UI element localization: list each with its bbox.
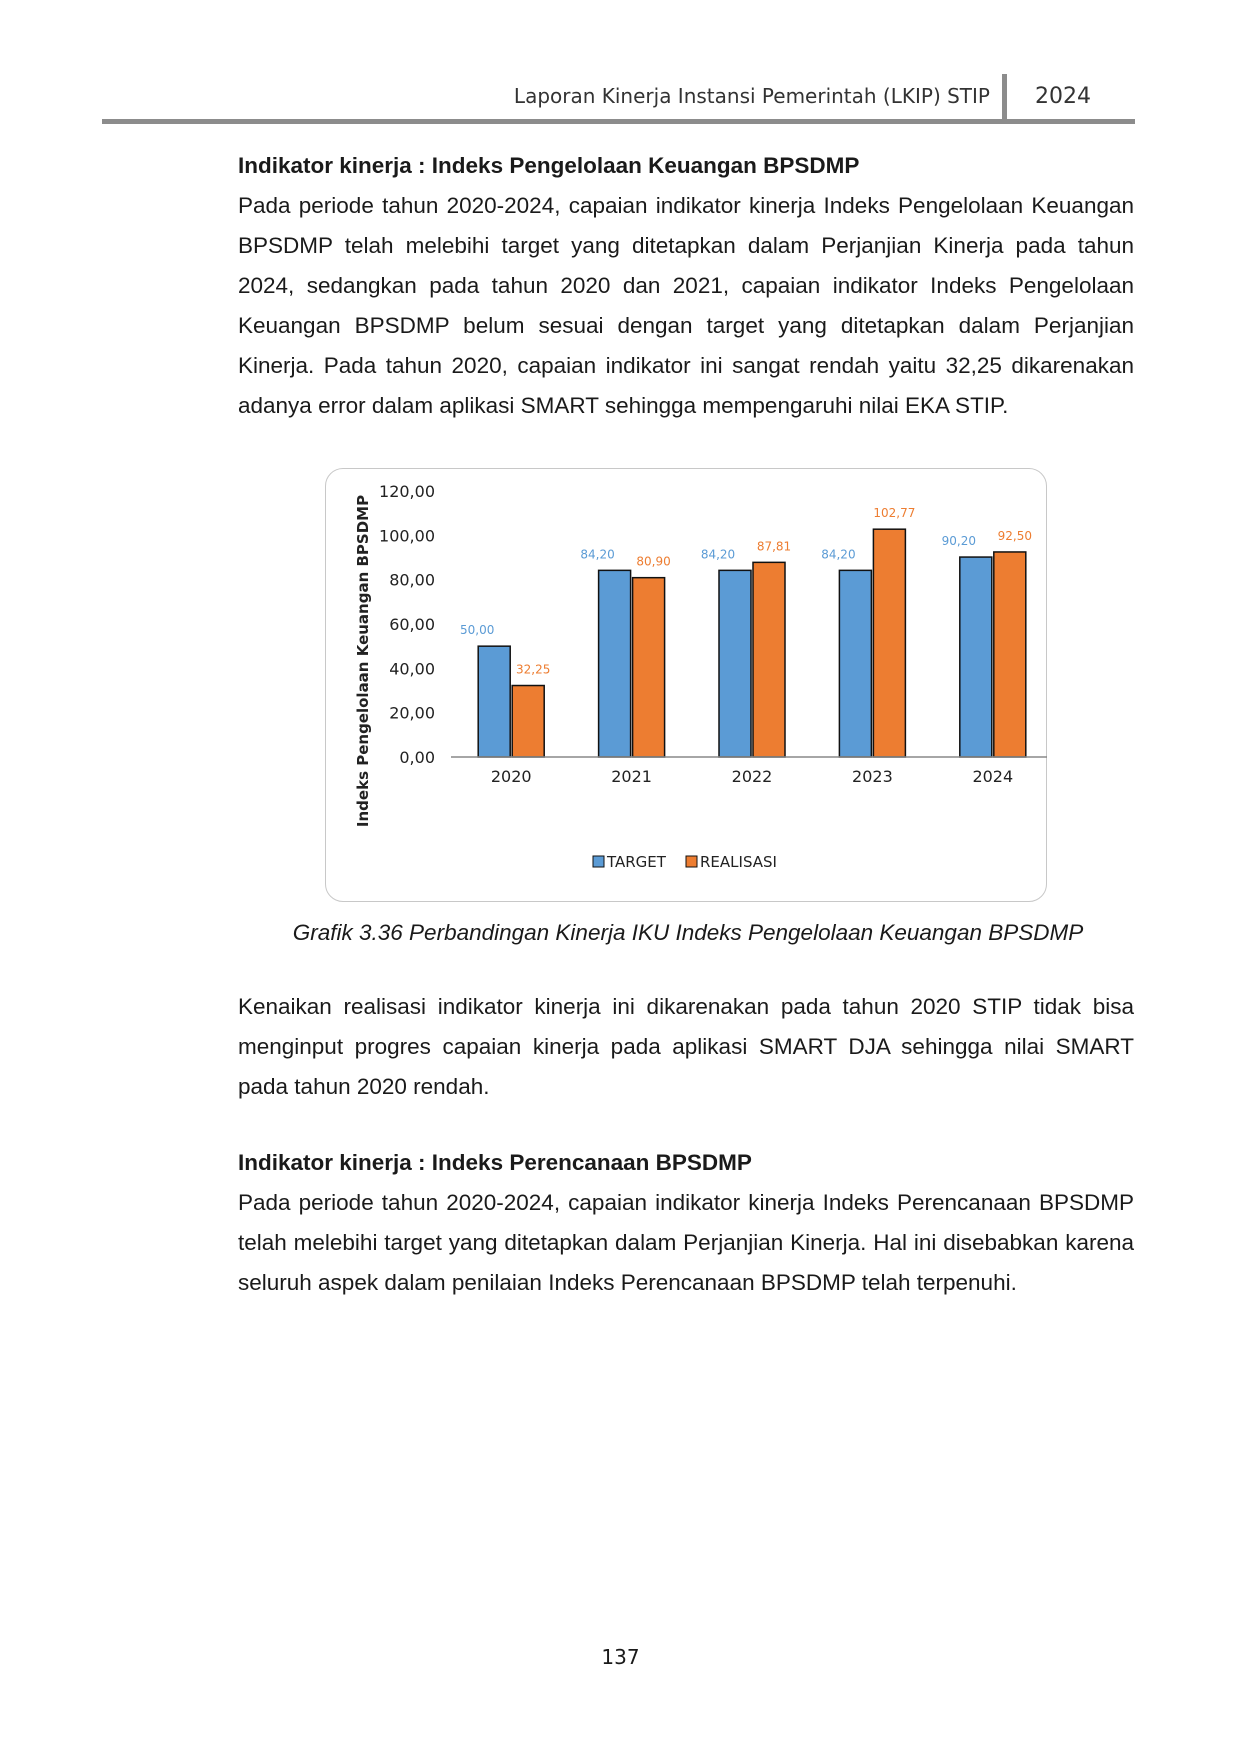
running-header-year: 2024 (1035, 84, 1091, 109)
legend-label-target: TARGET (607, 853, 666, 871)
x-tick-label: 2020 (490, 767, 532, 786)
legend-swatch-target (593, 856, 604, 867)
y-tick-label: 20,00 (389, 703, 435, 723)
target-data-label: 84,20 (821, 547, 856, 562)
realisasi-bar (753, 562, 785, 757)
header-divider (1002, 74, 1007, 124)
section-heading-perencanaan: Indikator kinerja : Indeks Perencanaan BPSDMP (238, 1150, 752, 1175)
y-tick-label: 0,00 (399, 748, 435, 767)
realisasi-bar (873, 529, 905, 757)
figure-caption: Grafik 3.36 Perbandingan Kinerja IKU Indeks Pengelolaan Keuangan BPSDMP (292, 920, 1084, 945)
section-paragraph-perencanaan: Pada periode tahun 2020-2024, capaian indikator kinerja Indeks Perencanaan BPSDMP telah melebihi target yang ditetapkan dalam Perjanjian Kinerja. Hal ini disebabkan karena seluruh aspek dalam penilaian Indeks Perencanaan BPSDMP telah terpenuhi. (238, 1190, 1134, 1295)
target-data-label: 84,20 (580, 547, 615, 562)
bar-chart (325, 468, 1047, 902)
target-bar (719, 570, 751, 757)
header-rule (102, 119, 1135, 124)
x-tick-label: 2023 (852, 767, 893, 786)
y-tick-label: 100,00 (379, 526, 435, 546)
target-data-label: 50,00 (460, 623, 495, 638)
explanation-paragraph: Kenaikan realisasi indikator kinerja ini dikarenakan pada tahun 2020 STIP tidak bisa menginput progres capaian kinerja pada aplikasi SMART DJA sehingga nilai SMART pada tahun 2020 rendah. (238, 994, 1134, 1099)
y-tick-label: 60,00 (389, 615, 435, 634)
y-tick-label: 40,00 (389, 659, 435, 679)
x-tick-label: 2022 (731, 767, 773, 786)
target-bar (960, 557, 992, 757)
target-bar (478, 646, 510, 757)
realisasi-data-label: 80,90 (636, 554, 671, 569)
realisasi-data-label: 87,81 (756, 539, 792, 554)
page-number: 137 (601, 1645, 640, 1669)
legend-swatch-realisasi (686, 856, 697, 867)
x-tick-label: 2021 (611, 767, 652, 786)
target-bar (599, 570, 631, 757)
target-data-label: 90,20 (941, 534, 976, 549)
section-paragraph-keuangan: Pada periode tahun 2020-2024, capaian indikator kinerja Indeks Pengelolaan Keuangan BPSDMP telah melebihi target yang ditetapkan dalam Perjanjian Kinerja pada tahun 2024, sedangkan pada tahun 2020 dan 2021, capaian indikator Indeks Pengelolaan Keuangan BPSDMP belum sesuai dengan target yang ditetapkan dalam Perjanjian Kinerja. Pada tahun 2020, capaian indikator ini sangat rendah yaitu 32,25 dikarenakan adanya error dalam aplikasi SMART sehingga mempengaruhi nilai EKA STIP. (238, 193, 1134, 418)
realisasi-bar (633, 578, 665, 757)
target-bar (839, 570, 871, 757)
legend-label-realisasi: REALISASI (700, 853, 777, 871)
realisasi-bar (994, 552, 1026, 757)
section-heading-keuangan: Indikator kinerja : Indeks Pengelolaan Keuangan BPSDMP (238, 153, 860, 178)
y-tick-label: 80,00 (389, 570, 435, 590)
running-header-title: Laporan Kinerja Instansi Pemerintah (LKIP) STIP (513, 84, 990, 108)
x-tick-label: 2024 (972, 767, 1014, 786)
target-data-label: 84,20 (700, 547, 736, 562)
y-axis-title: Indeks Pengelolaan Keuangan BPSDMP (354, 494, 372, 828)
realisasi-bar (512, 686, 544, 757)
y-tick-label: 120,00 (379, 482, 435, 501)
realisasi-data-label: 102,77 (873, 506, 916, 521)
realisasi-data-label: 92,50 (997, 528, 1032, 543)
realisasi-data-label: 32,25 (516, 662, 551, 677)
